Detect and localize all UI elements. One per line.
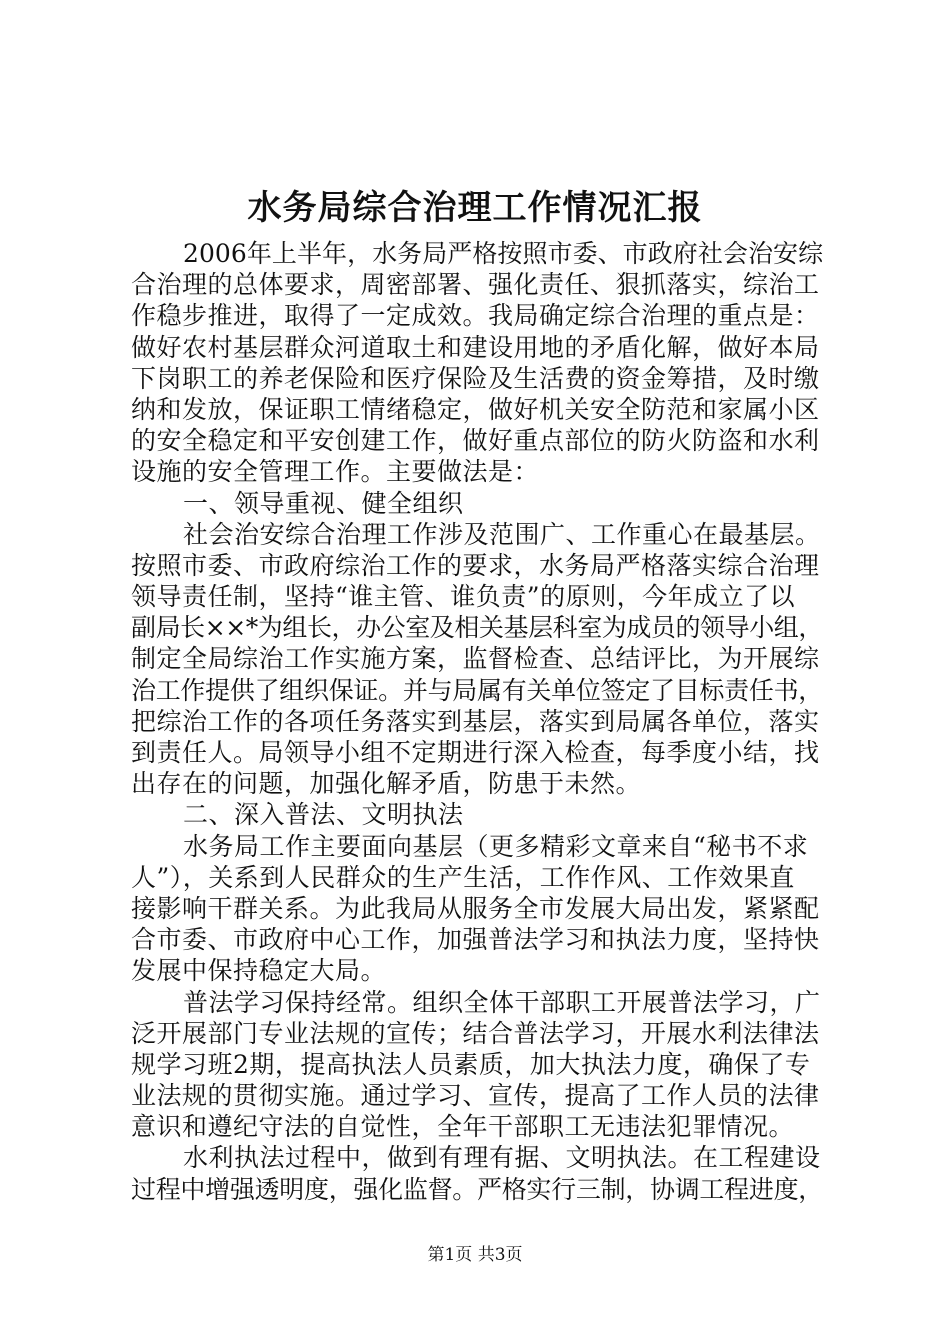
text-line: 做好农村基层群众河道取土和建设用地的矛盾化解，做好本局 xyxy=(131,332,820,362)
text-line: 副局长××*为组长，办公室及相关基层科室为成员的领导小组， xyxy=(131,613,823,643)
text-line: 二、深入普法、文明执法 xyxy=(183,800,464,830)
text-line: 意识和遵纪守法的自觉性，全年干部职工无违法犯罪情况。 xyxy=(131,1112,795,1142)
text-line: 2006年上半年，水务局严格按照市委、市政府社会治安综 xyxy=(183,239,824,268)
text-line: 普法学习保持经常。组织全体干部职工开展普法学习，广 xyxy=(183,987,821,1017)
document-title: 水务局综合治理工作情况汇报 xyxy=(247,188,703,228)
text-line: 合治理的总体要求，周密部署、强化责任、狠抓落实，综治工 xyxy=(131,270,820,300)
text-line: 规学习班2期，提高执法人员素质，加大执法力度，确保了专 xyxy=(131,1049,811,1079)
text-line: 作稳步推进，取得了一定成效。我局确定综合治理的重点是： xyxy=(131,301,820,331)
text-line: 发展中保持稳定大局。 xyxy=(131,956,387,986)
text-line: 出存在的问题，加强化解矛盾，防患于未然。 xyxy=(131,769,642,799)
text-line: 制定全局综治工作实施方案，监督检查、总结评比，为开展综 xyxy=(131,644,820,674)
text-line: 水务局工作主要面向基层（更多精彩文章来自“秘书不求 xyxy=(183,831,809,861)
text-line: 业法规的贯彻实施。通过学习、宣传，提高了工作人员的法律 xyxy=(131,1081,820,1111)
text-line: 社会治安综合治理工作涉及范围广、工作重心在最基层。 xyxy=(183,519,821,549)
text-line: 设施的安全管理工作。主要做法是： xyxy=(131,457,540,487)
text-line: 把综治工作的各项任务落实到基层，落实到局属各单位，落实 xyxy=(131,706,820,736)
document-body xyxy=(131,238,824,1205)
text-line: 接影响干群关系。为此我局从服务全市发展大局出发，紧紧配 xyxy=(131,893,820,923)
text-line: 合市委、市政府中心工作，加强普法学习和执法力度，坚持快 xyxy=(131,925,820,955)
text-line: 人”），关系到人民群众的生产生活，工作作风、工作效果直 xyxy=(131,862,795,892)
text-line: 到责任人。局领导小组不定期进行深入检查，每季度小结，找 xyxy=(131,738,820,767)
text-line: 一、领导重视、健全组织 xyxy=(183,488,464,518)
text-line: 下岗职工的养老保险和医疗保险及生活费的资金筹措，及时缴 xyxy=(131,363,820,393)
text-line: 泛开展部门专业法规的宣传；结合普法学习，开展水利法律法 xyxy=(131,1018,820,1048)
text-line: 治工作提供了组织保证。并与局属有关单位签定了目标责任书， xyxy=(131,675,824,705)
text-line: 纳和发放，保证职工情绪稳定，做好机关安全防范和家属小区 xyxy=(131,394,820,424)
text-line: 过程中增强透明度，强化监督。严格实行三制，协调工程进度， xyxy=(131,1174,824,1204)
text-line: 的安全稳定和平安创建工作，做好重点部位的防火防盗和水利 xyxy=(131,426,820,456)
text-line: 领导责任制，坚持“谁主管、谁负责”的原则，今年成立了以 xyxy=(131,582,796,612)
text-line: 水利执法过程中，做到有理有据、文明执法。在工程建设 xyxy=(183,1143,821,1173)
page-footer: 第1页 共3页 xyxy=(427,1245,523,1265)
text-line: 按照市委、市政府综治工作的要求，水务局严格落实综合治理 xyxy=(131,550,820,580)
